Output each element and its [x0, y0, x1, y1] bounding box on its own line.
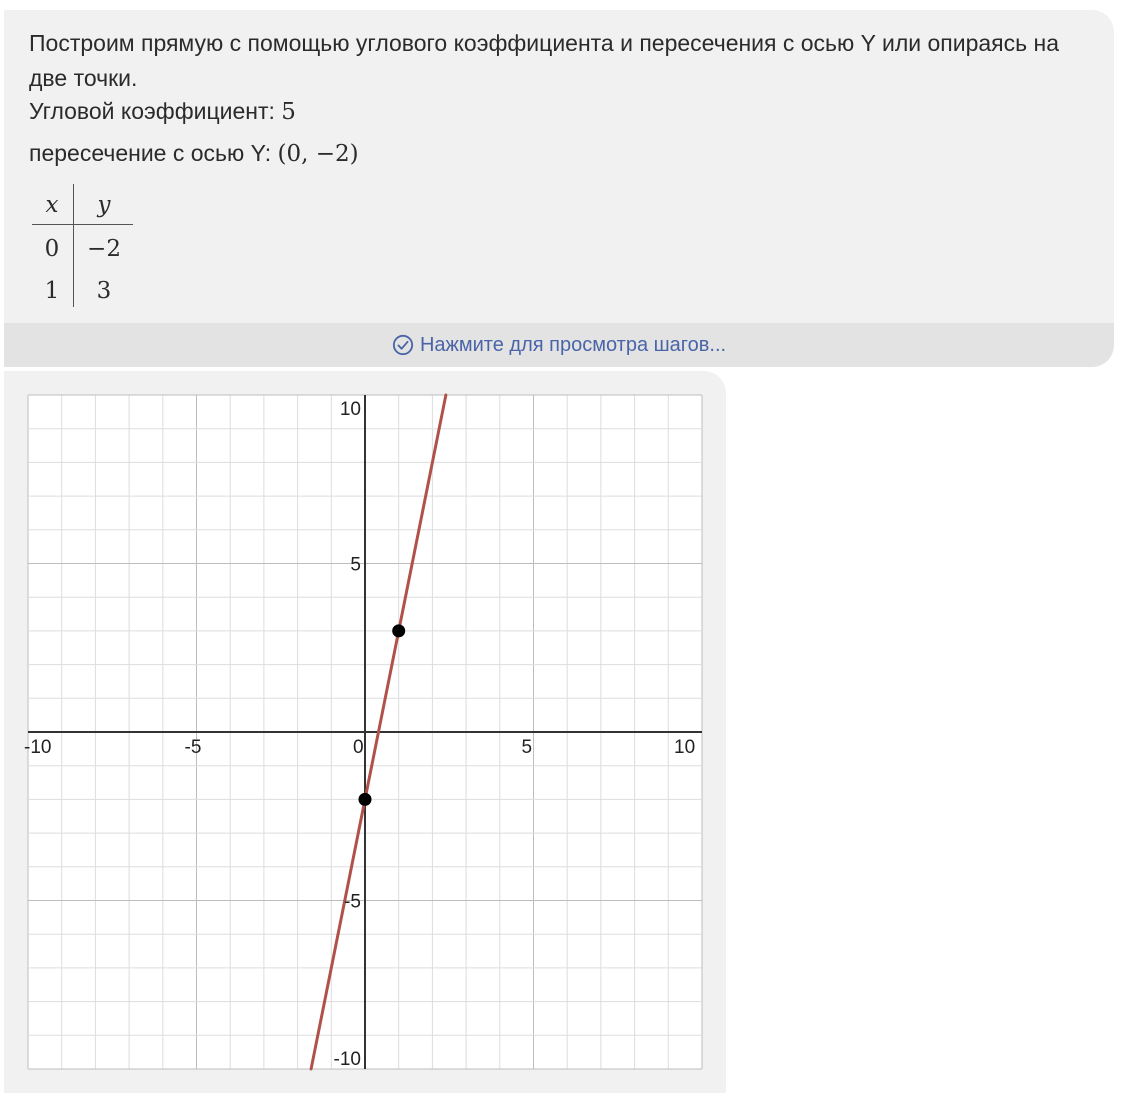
table-cell-y-1: 3 — [96, 278, 112, 304]
y-tick-label-1: -5 — [344, 891, 361, 913]
slope-line — [29, 98, 296, 125]
values-table — [32, 184, 142, 309]
intercept-line — [29, 140, 359, 167]
check-circle-icon — [392, 334, 414, 356]
table-header-x: x — [45, 192, 59, 218]
table-cell-x-0: 0 — [44, 236, 60, 262]
intercept-label: пересечение с осью Y: — [29, 140, 272, 166]
x-tick-label-0: -10 — [24, 737, 52, 758]
intercept-value: (0, −2) — [277, 141, 359, 167]
x-tick-label-3: 5 — [521, 737, 533, 758]
x-tick-label-2: 0 — [353, 737, 364, 758]
view-steps-button[interactable] — [4, 323, 1114, 367]
solution-card — [4, 10, 1114, 367]
x-tick-label-4: 10 — [674, 737, 696, 758]
data-point-0 — [359, 793, 372, 806]
x-tick-label-1: -5 — [184, 737, 202, 758]
table-divider-horizontal — [32, 224, 133, 225]
view-steps-label: Нажмите для просмотра шагов... — [419, 333, 727, 356]
y-tick-label-0: -10 — [333, 1049, 361, 1070]
data-point-1 — [392, 624, 405, 637]
slope-label: Угловой коэффициент: — [29, 98, 275, 124]
table-header-y: y — [97, 192, 111, 218]
y-tick-label-3: 10 — [339, 399, 361, 420]
graph-panel — [4, 371, 726, 1093]
intro-text: Построим прямую с помощью углового коэффициента и пересечения с осью Y или опираясь на две точки. — [29, 30, 1060, 91]
table-cell-y-0: −2 — [87, 236, 121, 262]
line-graph[interactable] — [4, 371, 726, 1093]
y-tick-label-2: 5 — [350, 554, 361, 576]
slope-value: 5 — [281, 99, 296, 125]
table-cell-x-1: 1 — [44, 278, 60, 304]
table-divider-vertical — [73, 184, 74, 307]
